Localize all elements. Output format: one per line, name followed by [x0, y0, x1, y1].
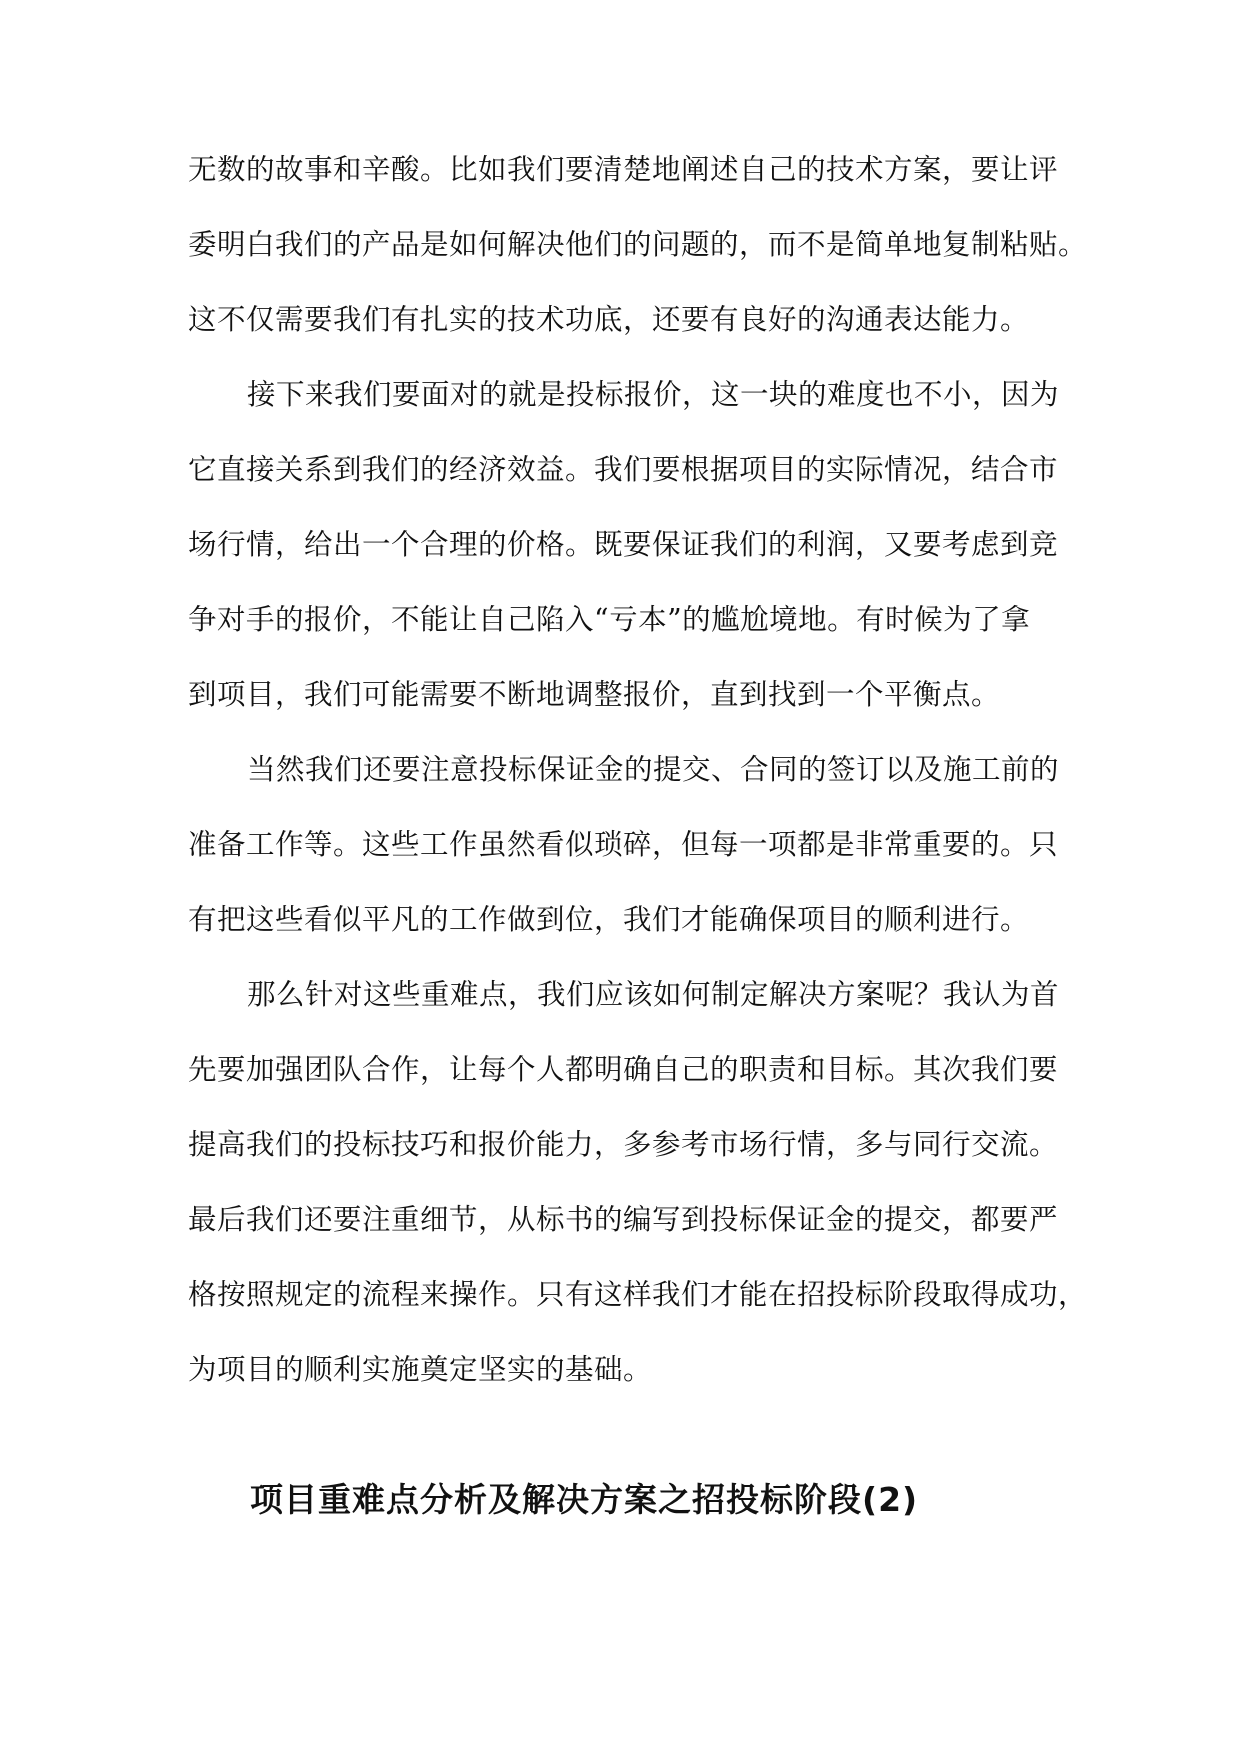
- paragraph-line-text: 争对手的报价，不能让自己陷入“亏本”的尴尬境地。有时候为了拿: [188, 603, 1031, 636]
- paragraph-line: [0, 746, 1241, 794]
- paragraph-line-text: 有把这些看似平凡的工作做到位，我们才能确保项目的顺利进行。: [188, 903, 1030, 936]
- paragraph-line-text: 当然我们还要注意投标保证金的提交、合同的签订以及施工前的: [247, 753, 1060, 786]
- paragraph-line: [0, 1121, 1241, 1169]
- paragraph-line: [0, 1046, 1241, 1094]
- paragraph-line-text: 准备工作等。这些工作虽然看似琐碎，但每一项都是非常重要的。只: [188, 828, 1059, 861]
- paragraph-line-text: 先要加强团队合作，让每个人都明确自己的职责和目标。其次我们要: [188, 1053, 1059, 1086]
- paragraph-line: [0, 1346, 1241, 1394]
- paragraph-line: [0, 1271, 1241, 1319]
- paragraph-line: [0, 896, 1241, 944]
- paragraph-line-text: 委明白我们的产品是如何解决他们的问题的，而不是简单地复制粘贴。: [188, 228, 1088, 261]
- paragraph-line-text: 到项目，我们可能需要不断地调整报价，直到找到一个平衡点。: [188, 678, 1001, 711]
- section-heading: [0, 1472, 1241, 1528]
- paragraph-line: [0, 146, 1241, 194]
- paragraph-line: [0, 296, 1241, 344]
- paragraph-line: [0, 671, 1241, 719]
- paragraph-line-text: 接下来我们要面对的就是投标报价，这一块的难度也不小，因为: [247, 378, 1060, 411]
- paragraph-line: [0, 521, 1241, 569]
- paragraph-line: [0, 1196, 1241, 1244]
- section-heading-text: 项目重难点分析及解决方案之招投标阶段(2): [250, 1480, 919, 1519]
- paragraph-line: [0, 821, 1241, 869]
- paragraph-line: [0, 446, 1241, 494]
- paragraph-line-text: 场行情，给出一个合理的价格。既要保证我们的利润，又要考虑到竞: [188, 528, 1059, 561]
- paragraph-line: [0, 371, 1241, 419]
- paragraph-line-text: 格按照规定的流程来操作。只有这样我们才能在招投标阶段取得成功，: [188, 1278, 1088, 1311]
- paragraph-line: [0, 596, 1241, 644]
- paragraph-line-text: 无数的故事和辛酸。比如我们要清楚地阐述自己的技术方案，要让评: [188, 153, 1059, 186]
- paragraph-line-text: 它直接关系到我们的经济效益。我们要根据项目的实际情况，结合市: [188, 453, 1059, 486]
- paragraph-line-text: 为项目的顺利实施奠定坚实的基础。: [188, 1353, 653, 1386]
- paragraph-line-text: 这不仅需要我们有扎实的技术功底，还要有良好的沟通表达能力。: [188, 303, 1030, 336]
- paragraph-line: [0, 221, 1241, 269]
- paragraph-line-text: 最后我们还要注重细节，从标书的编写到投标保证金的提交，都要严: [188, 1203, 1059, 1236]
- paragraph-line-text: 那么针对这些重难点，我们应该如何制定解决方案呢？我认为首: [247, 978, 1060, 1011]
- paragraph-line: [0, 971, 1241, 1019]
- paragraph-line-text: 提高我们的投标技巧和报价能力，多参考市场行情，多与同行交流。: [188, 1128, 1059, 1161]
